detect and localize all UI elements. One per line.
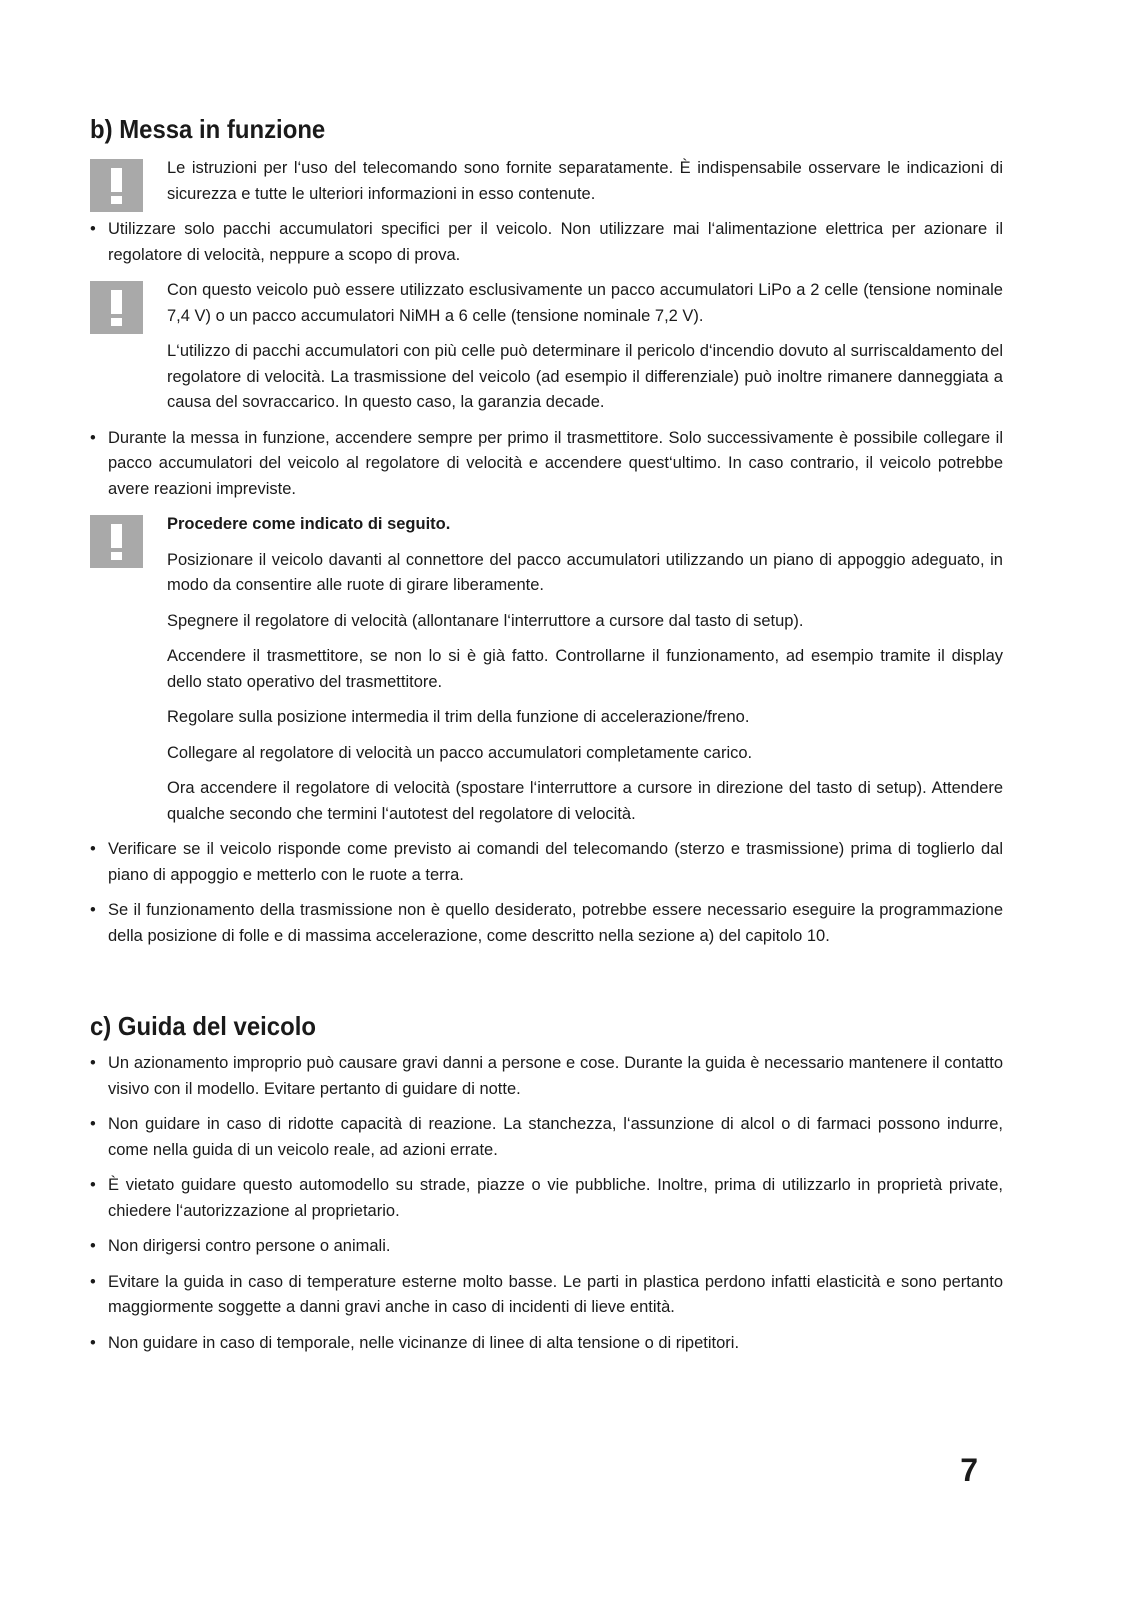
- warning-block-2: [90, 278, 1003, 416]
- section-c-body: [90, 1051, 1003, 1366]
- warning-text: Con questo veicolo può essere utilizzato esclusivamente un pacco accumulatori LiPo a 2 celle (tensione nominale 7,4 V) o un pacco accumulatori NiMH a 6 celle (tensione nominale 7,2 V).: [167, 281, 1003, 325]
- section-b-heading: b) Messa in funzione: [90, 114, 326, 144]
- procedure-title: Procedere come indicato di seguito.: [167, 515, 451, 533]
- warning-block-1: [90, 156, 1003, 207]
- warning-text: Le istruzioni per l‘uso del telecomando sono fornite separatamente. È indispensabile osservare le indicazioni di sicurezza e tutte le ulteriori informazioni in esso contenute.: [167, 159, 1003, 203]
- warning-exclamation-icon: [90, 281, 143, 334]
- bullet-item: • Un azionamento improprio può causare gravi danni a persone e cose. Durante la guida è necessario mantenere il contatto visivo con il modello. Evitare pertanto di guidare di notte.: [90, 1051, 1003, 1102]
- bullet-item: • Durante la messa in funzione, accendere sempre per primo il trasmettitore. Solo successivamente è possibile collegare il pacco accumulatori del veicolo al regolatore di velocità e accendere quest‘ultimo. In caso contrario, il veicolo potrebbe avere reazioni impreviste.: [90, 426, 1003, 503]
- procedure-step: Accendere il trasmettitore, se non lo si è già fatto. Controllarne il funzionamento, ad esempio tramite il display dello stato operativo del trasmettitore.: [167, 647, 1003, 691]
- procedure-step: Spegnere il regolatore di velocità (allontanare l‘interruttore a cursore dal tasto di setup).: [167, 611, 804, 630]
- bullet-item: • Non guidare in caso di ridotte capacità di reazione. La stanchezza, l‘assunzione di alcol o di farmaci possono indurre, come nella guida di un veicolo reale, ad azioni errate.: [90, 1112, 1003, 1163]
- bullet-item: • Evitare la guida in caso di temperature esterne molto basse. Le parti in plastica perdono infatti elasticità e sono pertanto maggiormente soggette a danni gravi anche in caso di incidenti di lieve entità.: [90, 1270, 1003, 1321]
- procedure-step: Regolare sulla posizione intermedia il trim della funzione di accelerazione/freno.: [167, 708, 750, 726]
- page-number: 7: [960, 1452, 978, 1488]
- procedure-step: Collegare al regolatore di velocità un pacco accumulatori completamente carico.: [167, 743, 753, 762]
- section-c-heading: c) Guida del veicolo: [90, 1011, 316, 1041]
- bullet-item: • Se il funzionamento della trasmissione non è quello desiderato, potrebbe essere necessario eseguire la programmazione della posizione di folle e di massima accelerazione, come descritto nella sezione a) del capitolo 10.: [90, 898, 1003, 949]
- bullet-item: • Verificare se il veicolo risponde come previsto ai comandi del telecomando (sterzo e trasmissione) prima di toglierlo dal piano di appoggio e metterlo con le ruote a terra.: [90, 837, 1003, 888]
- bullet-item: • Non guidare in caso di temporale, nelle vicinanze di linee di alta tensione o di ripetitori.: [90, 1331, 1003, 1357]
- procedure-step: Ora accendere il regolatore di velocità (spostare l‘interruttore a cursore in direzione del tasto di setup). Attendere qualche secondo che termini l‘autotest del regolatore di velocità.: [167, 779, 1003, 823]
- warning-block-3: [90, 512, 1003, 827]
- section-b-body: [90, 156, 1003, 959]
- warning-exclamation-icon: [90, 515, 143, 568]
- bullet-item: • Utilizzare solo pacchi accumulatori specifici per il veicolo. Non utilizzare mai l‘alimentazione elettrica per azionare il regolatore di velocità, neppure a scopo di prova.: [90, 217, 1003, 268]
- bullet-item: • Non dirigersi contro persone o animali.: [90, 1234, 1003, 1260]
- warning-exclamation-icon: [90, 159, 143, 212]
- warning-text: L‘utilizzo di pacchi accumulatori con più celle può determinare il pericolo d‘incendio dovuto al surriscaldamento del regolatore di velocità. La trasmissione del veicolo (ad esempio il differenziale) può inoltre rimanere danneggiata a causa del sovraccarico. In questo caso, la garanzia decade.: [167, 342, 1003, 411]
- bullet-item: • È vietato guidare questo automodello su strade, piazze o vie pubbliche. Inoltre, prima di utilizzarlo in proprietà private, chiedere l‘autorizzazione al proprietario.: [90, 1173, 1003, 1224]
- procedure-step: Posizionare il veicolo davanti al connettore del pacco accumulatori utilizzando un piano di appoggio adeguato, in modo da consentire alle ruote di girare liberamente.: [167, 550, 1003, 594]
